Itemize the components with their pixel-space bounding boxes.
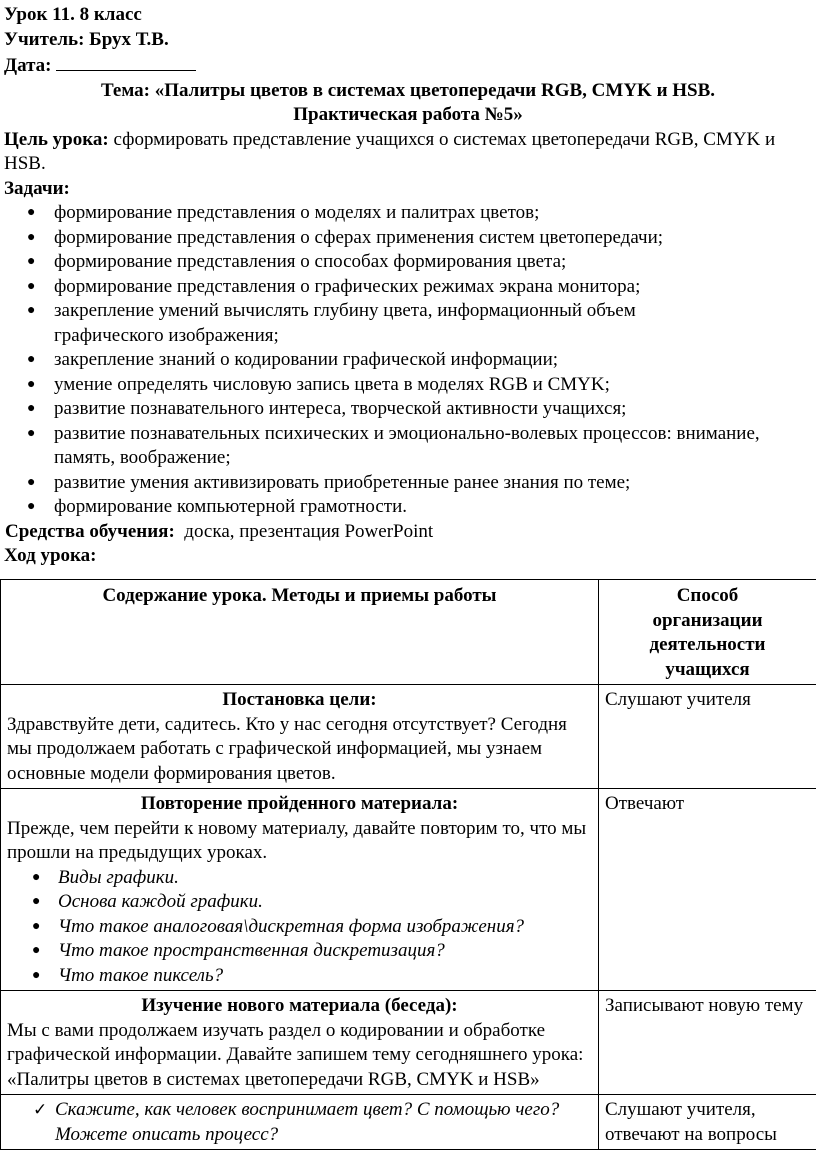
row-content (1, 1095, 599, 1150)
list-item: ● умение определять числовую запись цвета в моделях RGB и CMYK; (0, 373, 816, 398)
table-row (1, 991, 816, 1095)
lesson-table (0, 579, 816, 1150)
document-page (0, 0, 816, 569)
list-item: ● Что такое пиксель? (7, 964, 592, 989)
teaching-means (5, 520, 816, 545)
list-item: ● формирование представления о способах формирования цвета; (0, 250, 816, 275)
review-questions (7, 866, 592, 989)
list-item: ● Основа каждой графики. (7, 890, 592, 915)
list-item: ● формирование представления о моделях и палитрах цветов; (0, 201, 816, 226)
bullet-icon: ● (32, 918, 41, 934)
row-activity: Отвечают (599, 789, 816, 991)
lesson-goal (4, 128, 810, 177)
bullet-icon: ● (27, 499, 36, 514)
table-header-row (1, 580, 816, 685)
tasks-list (0, 201, 816, 520)
list-item: ● развитие познавательных психических и эмоционально-волевых процессов: внимание, память, воображение; (27, 422, 760, 468)
date-line (4, 52, 816, 79)
col1-header: Содержание урока. Методы и приемы работы (1, 580, 599, 685)
list-item: ✓ Скажите, как человек воспринимает цвет? С помощью чего? Можете описать процесс? (33, 1099, 560, 1145)
row-activity: Слушают учителя, отвечают на вопросы (599, 1095, 816, 1150)
bullet-icon: ● (27, 254, 36, 269)
list-item: ● Виды графики. (7, 866, 592, 891)
row-content (1, 991, 599, 1095)
bullet-icon: ● (27, 474, 36, 490)
bullet-icon: ● (32, 943, 41, 958)
row-content (1, 789, 599, 991)
means-text: доска, презентация PowerPoint (174, 520, 434, 542)
table-row (1, 685, 816, 789)
date-blank (56, 52, 196, 71)
bullet-icon: ● (27, 376, 36, 392)
list-item: ● развитие познавательного интереса, творческой активности учащихся; (0, 397, 816, 422)
section-title: Изучение нового материала (беседа): (141, 995, 458, 1016)
list-item: ● развитие умения активизировать приобретенные ранее знания по теме; (0, 471, 816, 496)
list-item: ● Что такое пространственная дискретизация? (7, 939, 592, 964)
col2-header: Способ организации деятельности учащихся (599, 580, 816, 685)
check-icon: ✓ (33, 1100, 48, 1119)
tasks-label: Задачи: (4, 177, 70, 199)
bullet-icon: ● (27, 303, 36, 318)
list-item: ● формирование компьютерной грамотности. (0, 495, 816, 520)
lesson-header: Урок 11. 8 класс (4, 4, 142, 25)
teacher-line: Учитель: Брух Т.В. (4, 28, 169, 50)
goal-label: Цель урока: (4, 128, 109, 150)
bullet-icon: ● (27, 352, 36, 367)
section-text: Прежде, чем перейти к новому материалу, давайте повторим то, что мы прошли на предыдущих уроках. (7, 817, 587, 863)
goal-text: сформировать представление учащихся о системах цветопередачи RGB, CMYK и HSB. (4, 128, 776, 174)
discussion-questions (7, 1098, 592, 1147)
section-text: Мы с вами продолжаем изучать раздел о кодировании и обработке графической информации. Давайте запишем тему сегодняшнего урока: «Палитры цветов в системах цветопередачи RGB, CMYK и HSB» (7, 1019, 584, 1090)
bullet-icon: ● (27, 205, 36, 220)
bullet-icon: ● (32, 894, 41, 909)
table-row (1, 1095, 816, 1150)
list-item: ● закрепление знаний о кодировании графической информации; (0, 348, 816, 373)
row-activity: Записывают новую тему (599, 991, 816, 1095)
bullet-icon: ● (27, 229, 36, 245)
section-title: Постановка цели: (222, 689, 377, 710)
list-item: ● формирование представления о сферах применения систем цветопередачи; (0, 226, 816, 251)
list-item: ● Что такое аналоговая\дискретная форма изображения? (7, 915, 592, 940)
date-label: Дата: (4, 55, 52, 76)
section-text: Здравствуйте дети, садитесь. Кто у нас сегодня отсутствует? Сегодня мы продолжаем работать с графической информацией, мы узнаем основные модели формирования цветов. (7, 713, 567, 784)
bullet-icon: ● (32, 869, 41, 885)
topic-line-2: Практическая работа №5» (293, 104, 523, 125)
bullet-icon: ● (32, 967, 41, 983)
bullet-icon: ● (27, 425, 36, 441)
table-row (1, 789, 816, 991)
means-label: Средства обучения: (5, 520, 175, 542)
bullet-icon: ● (27, 278, 36, 294)
row-content (1, 685, 599, 789)
topic-line-1: Тема: «Палитры цветов в системах цветопередачи RGB, CMYK и HSB. (100, 79, 716, 101)
list-item: ● формирование представления о графических режимах экрана монитора; (0, 275, 816, 300)
bullet-icon: ● (27, 401, 36, 416)
section-title: Повторение пройденного материала: (140, 793, 459, 814)
row-activity: Слушают учителя (599, 685, 816, 789)
course-label: Ход урока: (4, 545, 97, 566)
list-item: ● закрепление умений вычислять глубину цвета, информационный объем графического изображения; (27, 300, 636, 346)
